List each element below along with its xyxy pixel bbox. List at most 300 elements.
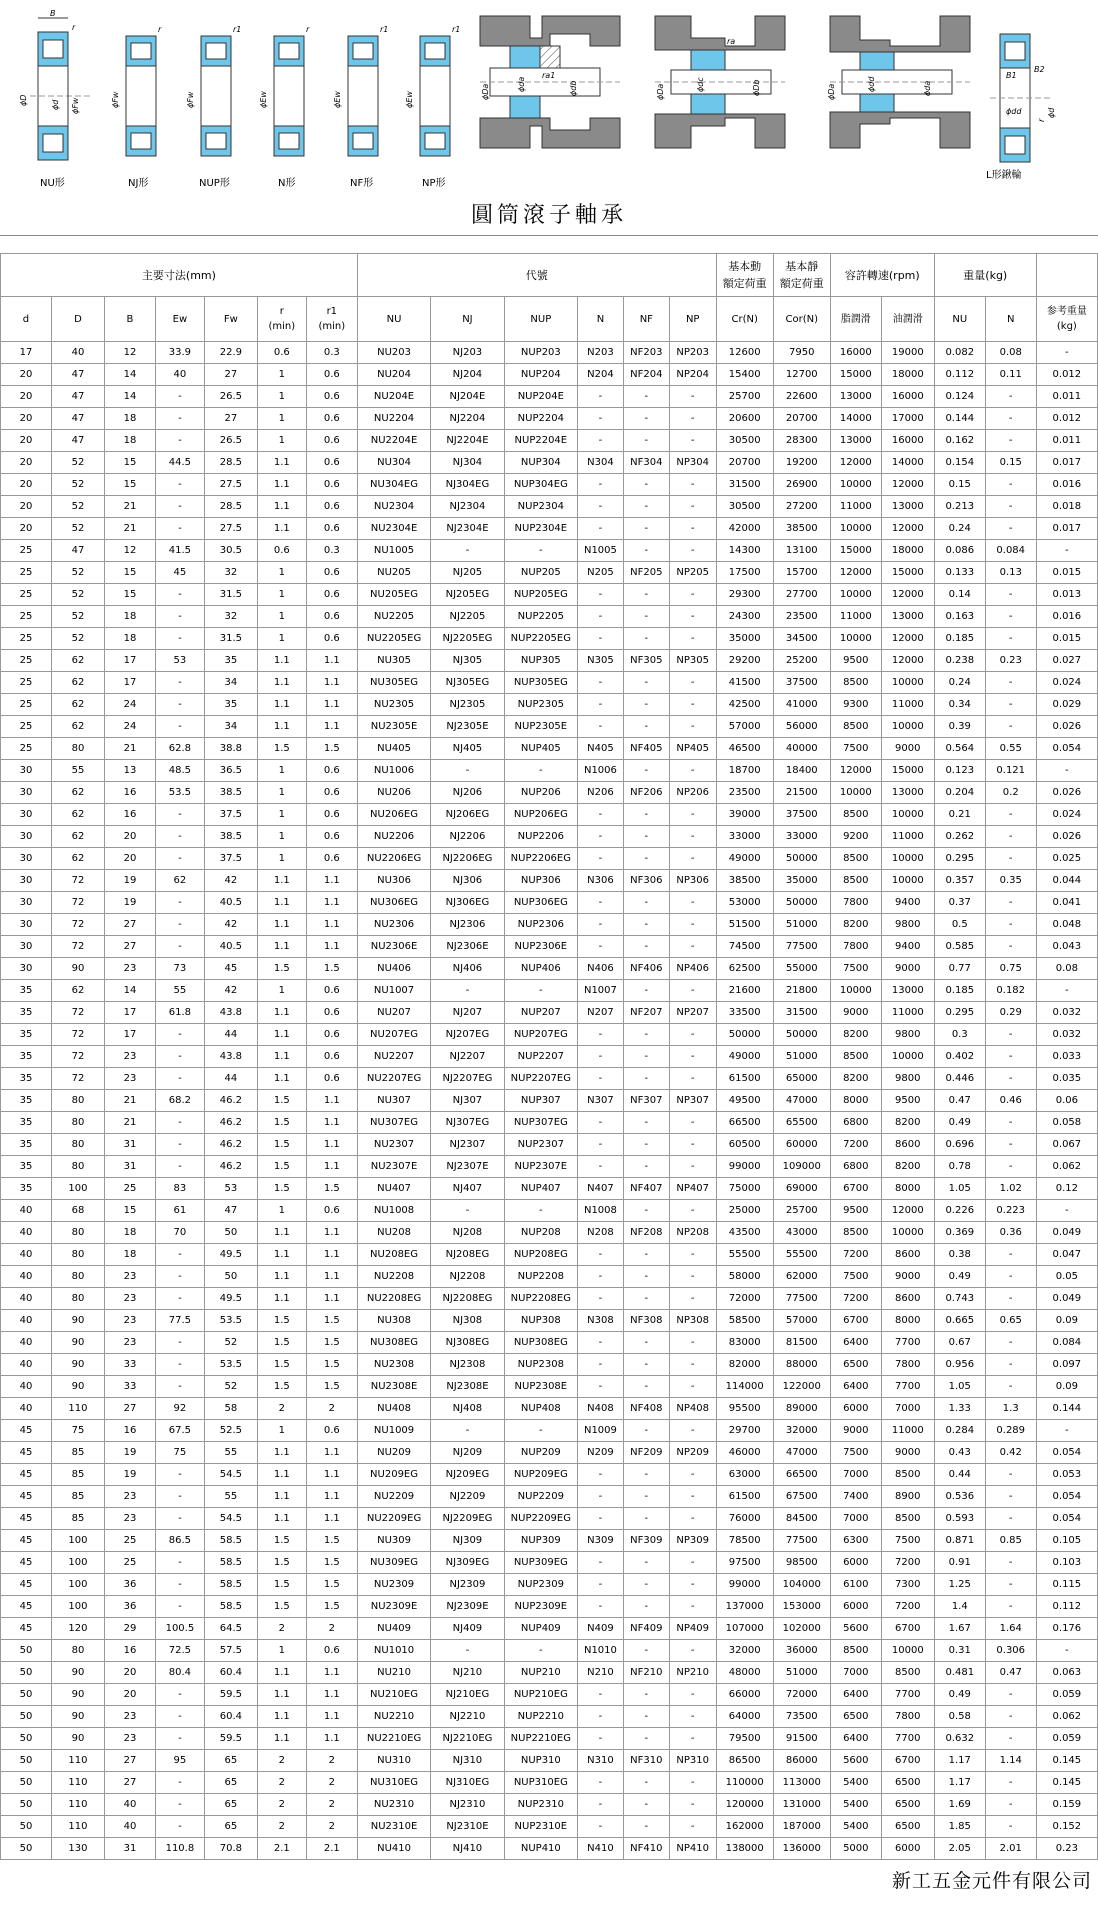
table-row [1,342,1098,364]
table-cell: 27.5 [204,474,257,496]
table-cell: 25 [1,716,52,738]
table-cell: - [155,474,204,496]
table-cell: - [669,914,716,936]
table-cell: 1.1 [257,914,306,936]
table-cell: 0.23 [985,650,1036,672]
table-cell: - [669,584,716,606]
table-cell: 25200 [773,650,830,672]
table-cell: NJ308EG [431,1332,504,1354]
table-cell: 0.6 [306,804,357,826]
table-cell: - [985,1266,1036,1288]
table-cell: 1.1 [306,1662,357,1684]
table-cell: 11000 [881,694,934,716]
table-cell: 0.77 [934,958,985,980]
table-cell: 76000 [716,1508,773,1530]
table-cell: 39000 [716,804,773,826]
svg-text:ϕEw: ϕEw [259,91,268,108]
table-cell: 110 [51,1772,104,1794]
table-cell: 50000 [773,848,830,870]
table-cell: - [155,1772,204,1794]
table-row [1,1420,1098,1442]
table-cell: 0.185 [934,980,985,1002]
table-cell: 35 [1,1002,52,1024]
table-cell: 55000 [773,958,830,980]
table-cell: 45 [1,1618,52,1640]
table-cell: 67500 [773,1486,830,1508]
table-row [1,804,1098,826]
table-cell: 0.133 [934,562,985,584]
table-cell: 27 [204,364,257,386]
table-cell: 42 [204,870,257,892]
table-cell: NU307 [357,1090,430,1112]
table-cell: 49000 [716,1046,773,1068]
table-cell: 19 [104,1464,155,1486]
table-cell: 18 [104,1222,155,1244]
table-cell: 23 [104,1728,155,1750]
table-cell: - [1036,760,1097,782]
table-cell: NU2308 [357,1354,430,1376]
table-cell: 15700 [773,562,830,584]
svg-text:ϕd: ϕd [1047,107,1056,118]
table-cell: 0.112 [934,364,985,386]
table-cell: - [1036,1200,1097,1222]
table-cell: 73500 [773,1706,830,1728]
table-cell: 40 [155,364,204,386]
table-cell: 1.1 [257,1684,306,1706]
table-cell: 9000 [830,1002,881,1024]
diagram-nj [111,25,162,189]
table-cell: 90 [51,1662,104,1684]
table-cell: - [155,1706,204,1728]
table-cell: 0.536 [934,1486,985,1508]
table-cell: 1.1 [306,1508,357,1530]
table-cell: NP306 [669,870,716,892]
table-cell: 0.08 [985,342,1036,364]
table-cell: 53 [204,1178,257,1200]
table-cell: 2 [257,1794,306,1816]
table-cell: - [985,1816,1036,1838]
table-cell: 0.162 [934,430,985,452]
table-cell: 1 [257,628,306,650]
table-cell: - [985,1112,1036,1134]
table-row [1,474,1098,496]
table-cell: - [578,1068,624,1090]
table-cell: 0.78 [934,1156,985,1178]
table-cell: 7800 [830,892,881,914]
table-cell: NUP2305E [504,716,577,738]
table-cell: NUP407 [504,1178,577,1200]
table-cell: 27 [104,1772,155,1794]
table-cell: 43.8 [204,1046,257,1068]
table-cell: 75 [155,1442,204,1464]
table-row [1,1618,1098,1640]
table-cell: 31500 [773,1002,830,1024]
table-cell: 17 [104,1002,155,1024]
table-cell: 7300 [881,1574,934,1596]
table-cell: 50 [1,1662,52,1684]
table-cell: - [623,1794,669,1816]
table-cell: - [669,672,716,694]
table-cell: NJ305EG [431,672,504,694]
table-cell: 25700 [716,386,773,408]
table-cell: NUP208 [504,1222,577,1244]
table-cell: 55500 [716,1244,773,1266]
table-cell: 153000 [773,1596,830,1618]
table-cell: 72 [51,1068,104,1090]
table-cell: - [504,1200,577,1222]
bearing-spec-table [0,253,1098,1860]
svg-text:r: r [306,25,310,34]
table-cell: - [578,1024,624,1046]
table-cell: 33000 [773,826,830,848]
table-cell: 8500 [830,804,881,826]
table-cell: - [155,1508,204,1530]
table-cell: - [578,694,624,716]
table-cell: 35 [204,650,257,672]
table-cell: - [985,1574,1036,1596]
table-cell: 16 [104,782,155,804]
table-cell: 55 [204,1442,257,1464]
table-row [1,518,1098,540]
table-cell: 42000 [716,518,773,540]
table-cell: 9800 [881,914,934,936]
table-cell: 23 [104,1046,155,1068]
table-cell: NJ209EG [431,1464,504,1486]
table-cell: - [578,1156,624,1178]
table-cell: 0.6 [257,342,306,364]
table-cell: 58.5 [204,1574,257,1596]
table-cell: NU1007 [357,980,430,1002]
table-cell: NUP2209EG [504,1508,577,1530]
table-cell: NUP307EG [504,1112,577,1134]
table-cell: 98500 [773,1552,830,1574]
label-nu: NU形 [40,178,65,189]
table-cell: 86.5 [155,1530,204,1552]
table-cell: 12700 [773,364,830,386]
table-cell: 40 [51,342,104,364]
table-cell: 0.284 [934,1420,985,1442]
table-cell: 30 [1,826,52,848]
table-cell: - [155,408,204,430]
table-cell: 69000 [773,1178,830,1200]
table-cell: 0.34 [934,694,985,716]
table-cell: - [155,386,204,408]
table-cell: 9000 [881,1266,934,1288]
table-cell: - [578,1288,624,1310]
table-cell: 8500 [830,716,881,738]
header-cor: 基本靜 額定荷重 [773,254,830,297]
table-cell: 7000 [830,1508,881,1530]
table-cell: - [155,1288,204,1310]
table-cell: 0.13 [985,562,1036,584]
table-cell: NUP208EG [504,1244,577,1266]
table-cell: - [155,606,204,628]
table-cell: 2 [257,1618,306,1640]
table-cell: 0.044 [1036,870,1097,892]
table-cell: - [623,1046,669,1068]
table-cell: 50 [1,1750,52,1772]
table-cell: - [1036,980,1097,1002]
table-cell: 29200 [716,650,773,672]
table-cell: 66500 [716,1112,773,1134]
table-cell: N209 [578,1442,624,1464]
table-cell: 80 [51,1222,104,1244]
table-cell: 31500 [716,474,773,496]
table-cell: - [578,606,624,628]
table-cell: - [155,1596,204,1618]
table-cell: - [669,760,716,782]
table-cell: NU2210 [357,1706,430,1728]
table-cell: - [431,1640,504,1662]
table-cell: 1 [257,782,306,804]
table-cell: 90 [51,1684,104,1706]
table-cell: - [578,430,624,452]
table-cell: 80 [51,1090,104,1112]
table-cell: NJ405 [431,738,504,760]
table-row [1,1750,1098,1772]
table-cell: - [985,804,1036,826]
table-cell: 23 [104,958,155,980]
table-cell: 18000 [881,364,934,386]
table-cell: NJ2306 [431,914,504,936]
table-cell: 0.446 [934,1068,985,1090]
table-cell: NU2305E [357,716,430,738]
table-cell: - [155,1156,204,1178]
table-row [1,1530,1098,1552]
table-cell: NJ310 [431,1750,504,1772]
table-cell: 43.8 [204,1002,257,1024]
table-cell: NU305EG [357,672,430,694]
table-cell: 7700 [881,1684,934,1706]
table-cell: - [155,1112,204,1134]
table-cell: 1.1 [306,1288,357,1310]
svg-text:ϕda: ϕda [923,80,932,96]
table-cell: 61500 [716,1486,773,1508]
table-cell: 45 [204,958,257,980]
table-row [1,1156,1098,1178]
table-cell: 52 [51,628,104,650]
table-cell: NUP309 [504,1530,577,1552]
table-cell: 1.1 [257,650,306,672]
table-cell: 0.012 [1036,364,1097,386]
table-cell: 1.5 [306,1332,357,1354]
table-cell: NF209 [623,1442,669,1464]
table-cell: NJ2206EG [431,848,504,870]
table-cell: NP210 [669,1662,716,1684]
table-cell: 49000 [716,848,773,870]
table-cell: 40 [1,1398,52,1420]
header-oil: 油潤滑 [881,297,934,342]
table-cell: - [623,1288,669,1310]
table-cell: 80 [51,1156,104,1178]
table-cell: 0.6 [306,980,357,1002]
table-cell: NU2205 [357,606,430,628]
table-cell: - [155,892,204,914]
table-cell: 0.047 [1036,1244,1097,1266]
table-cell: 40 [1,1266,52,1288]
table-cell: - [985,1354,1036,1376]
table-cell: N406 [578,958,624,980]
table-cell: - [669,1574,716,1596]
table-cell: - [578,892,624,914]
table-cell: 11000 [881,826,934,848]
table-cell: 37.5 [204,804,257,826]
table-cell: - [623,826,669,848]
label-nf: NF形 [350,178,374,189]
svg-text:ϕFw: ϕFw [71,97,80,114]
table-cell: 1.1 [257,870,306,892]
table-cell: 0.43 [934,1442,985,1464]
table-cell: 0.018 [1036,496,1097,518]
table-cell: N307 [578,1090,624,1112]
table-row [1,1442,1098,1464]
table-row [1,452,1098,474]
table-cell: 40 [104,1794,155,1816]
table-cell: 120 [51,1618,104,1640]
table-cell: 0.37 [934,892,985,914]
table-cell: 12000 [881,650,934,672]
table-cell: - [578,1794,624,1816]
table-cell: 25 [1,606,52,628]
svg-text:ra: ra [727,37,736,46]
table-cell: NP204 [669,364,716,386]
table-cell: 0.42 [985,1442,1036,1464]
table-cell: 15000 [881,562,934,584]
table-cell: 20 [1,496,52,518]
table-cell: 5400 [830,1816,881,1838]
table-cell: - [985,1508,1036,1530]
table-row [1,1200,1098,1222]
table-cell: 20 [1,430,52,452]
table-cell: 40 [1,1244,52,1266]
diagram-np [405,25,460,189]
table-cell: 18700 [716,760,773,782]
table-cell: NU1010 [357,1640,430,1662]
table-cell: NP304 [669,452,716,474]
table-cell: NUP2310E [504,1816,577,1838]
table-cell: 20 [1,474,52,496]
table-row [1,1310,1098,1332]
table-cell: NU207EG [357,1024,430,1046]
table-cell: 17 [1,342,52,364]
table-cell: - [623,408,669,430]
table-cell: 0.6 [306,474,357,496]
table-cell: 9000 [881,738,934,760]
table-cell: NF207 [623,1002,669,1024]
table-cell: NJ408 [431,1398,504,1420]
table-row [1,1288,1098,1310]
table-cell: 15 [104,1200,155,1222]
table-cell: - [155,1332,204,1354]
table-row [1,980,1098,1002]
svg-text:ϕDa: ϕDa [656,83,665,100]
table-cell: 1.5 [306,1354,357,1376]
table-cell: 30500 [716,496,773,518]
table-cell: NUP2310 [504,1794,577,1816]
header-Ew: Ew [155,297,204,342]
table-row [1,848,1098,870]
table-cell: - [578,716,624,738]
table-cell: 0.084 [985,540,1036,562]
dim-B: B [50,9,56,18]
table-cell: NF405 [623,738,669,760]
table-cell: 15000 [830,540,881,562]
table-cell: NU1008 [357,1200,430,1222]
diagram-nup [186,25,241,189]
table-cell: NJ305 [431,650,504,672]
table-cell: - [669,826,716,848]
table-cell: - [669,606,716,628]
table-cell: 1.1 [306,1464,357,1486]
table-cell: N1010 [578,1640,624,1662]
table-row [1,1574,1098,1596]
table-cell: 21 [104,496,155,518]
table-cell: 5400 [830,1772,881,1794]
table-cell: 6300 [830,1530,881,1552]
table-cell: - [669,408,716,430]
table-cell: - [504,1420,577,1442]
table-cell: NJ2309 [431,1574,504,1596]
table-cell: 27700 [773,584,830,606]
table-cell: NU207 [357,1002,430,1024]
table-cell: 24 [104,716,155,738]
table-cell: 14300 [716,540,773,562]
table-cell: 58000 [716,1266,773,1288]
table-cell: 63000 [716,1464,773,1486]
table-cell: 7000 [830,1662,881,1684]
table-cell: 52 [51,584,104,606]
table-cell: NJ2306E [431,936,504,958]
table-cell: 52 [51,474,104,496]
table-cell: 0.09 [1036,1376,1097,1398]
table-cell: 0.185 [934,628,985,650]
table-cell: 12000 [881,628,934,650]
table-cell: 41.5 [155,540,204,562]
table-cell: 1.1 [257,1464,306,1486]
table-cell: 47 [51,540,104,562]
table-cell: - [623,914,669,936]
table-row [1,628,1098,650]
table-cell: 44 [204,1024,257,1046]
table-cell: NU2306E [357,936,430,958]
svg-text:r: r [1037,118,1046,122]
table-cell: 47 [51,408,104,430]
table-cell: 55 [204,1486,257,1508]
table-cell: 1.5 [257,1156,306,1178]
table-cell: 80 [51,1244,104,1266]
table-cell: 0.75 [985,958,1036,980]
table-cell: 20 [1,364,52,386]
table-cell: 15000 [881,760,934,782]
table-cell: 0.024 [1036,672,1097,694]
table-cell: - [155,1486,204,1508]
table-cell: 6500 [881,1816,934,1838]
table-cell: - [623,1112,669,1134]
table-cell: 9400 [881,892,934,914]
table-row [1,1684,1098,1706]
table-cell: 130 [51,1838,104,1860]
table-cell: 6400 [830,1728,881,1750]
table-cell: 25 [104,1530,155,1552]
table-cell: 0.15 [985,452,1036,474]
table-cell: 50 [1,1794,52,1816]
table-cell: - [623,716,669,738]
table-row [1,606,1098,628]
table-cell: 11000 [830,496,881,518]
table-cell: 7700 [881,1376,934,1398]
table-cell: NU2305 [357,694,430,716]
table-cell: 18 [104,430,155,452]
